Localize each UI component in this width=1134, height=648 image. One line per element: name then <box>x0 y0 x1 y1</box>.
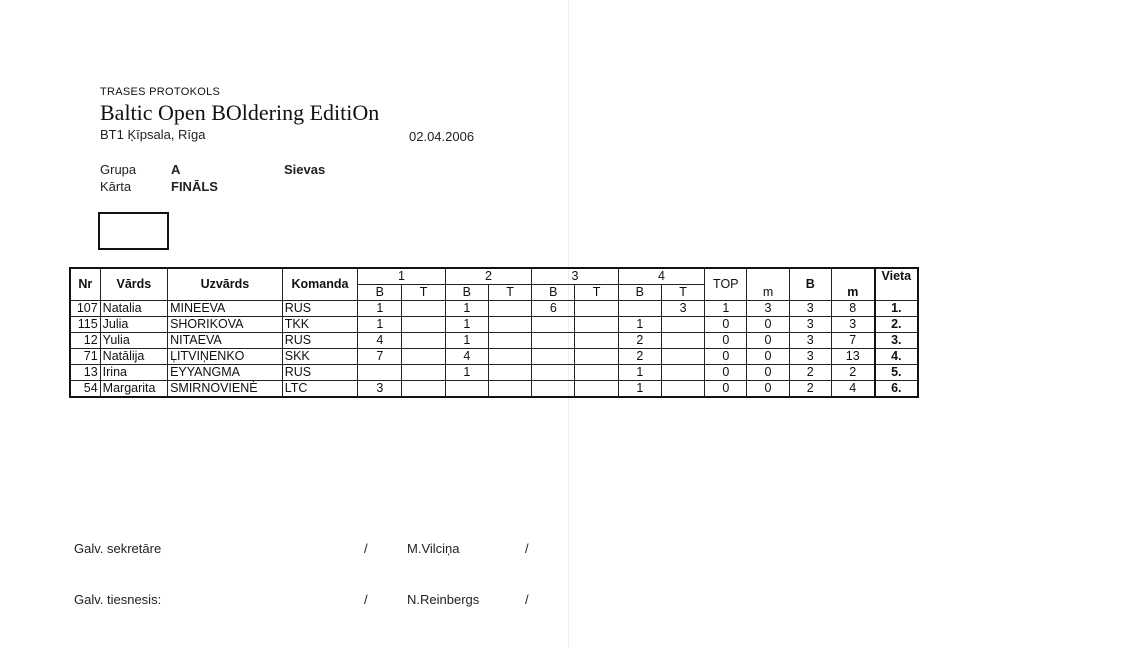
col-nr: Nr <box>70 268 100 301</box>
cell-first-name: Natālija <box>100 349 167 365</box>
table-row <box>70 317 918 333</box>
cell-first-name: Yulia <box>100 333 167 349</box>
cell-team: RUS <box>282 333 357 349</box>
cell-last-name: SHORIKOVA <box>168 317 283 333</box>
cell-p4-t <box>661 317 704 333</box>
cell-p3-t <box>575 333 618 349</box>
cell-place: 5. <box>875 365 918 381</box>
col-problem-1: 1 <box>358 268 446 285</box>
cell-p4-b: 1 <box>618 381 661 398</box>
cell-p4-b: 1 <box>618 365 661 381</box>
col-top-m: m <box>747 268 789 301</box>
cell-last-name: ĻITVIŅENKO <box>168 349 283 365</box>
cell-place: 4. <box>875 349 918 365</box>
venue: BT1 Ķīpsala, Rīga <box>100 127 206 142</box>
cell-p4-t <box>661 333 704 349</box>
cell-team: RUS <box>282 365 357 381</box>
cell-p1-t <box>402 301 445 317</box>
cell-top-m: 0 <box>747 365 789 381</box>
cell-bonus-m: 7 <box>831 333 874 349</box>
cell-place: 2. <box>875 317 918 333</box>
cell-p4-b: 1 <box>618 317 661 333</box>
cell-bonus: 2 <box>789 381 831 398</box>
cell-team: RUS <box>282 301 357 317</box>
cell-p2-b: 1 <box>445 301 488 317</box>
table-row <box>70 301 918 317</box>
cell-top: 0 <box>705 365 747 381</box>
cell-bonus-m: 8 <box>831 301 874 317</box>
cell-p2-b <box>445 381 488 398</box>
cell-first-name: Julia <box>100 317 167 333</box>
col-problem-4: 4 <box>618 268 705 285</box>
cell-bonus: 3 <box>789 333 831 349</box>
cell-p3-b: 6 <box>532 301 575 317</box>
col-problem-3: 3 <box>532 268 619 285</box>
cell-top-m: 0 <box>747 349 789 365</box>
cell-last-name: EYYANGMA <box>168 365 283 381</box>
cell-p3-b <box>532 333 575 349</box>
cell-nr: 115 <box>70 317 100 333</box>
col-p4-b: B <box>618 285 661 301</box>
cell-bonus: 3 <box>789 349 831 365</box>
cell-top: 0 <box>705 333 747 349</box>
col-top: TOP <box>705 268 747 301</box>
cell-p3-b <box>532 365 575 381</box>
col-p3-t: T <box>575 285 618 301</box>
cell-last-name: MINEEVA <box>168 301 283 317</box>
cell-p3-t <box>575 365 618 381</box>
group-label: Grupa <box>100 162 137 177</box>
cell-bonus-m: 13 <box>831 349 874 365</box>
signature-name-secretary: M.Vilciņa <box>407 541 460 556</box>
cell-p3-t <box>575 349 618 365</box>
col-p2-t: T <box>488 285 531 301</box>
table-row <box>70 333 918 349</box>
col-team: Komanda <box>282 268 357 301</box>
cell-p1-b: 4 <box>358 333 402 349</box>
cell-p2-b: 4 <box>445 349 488 365</box>
cell-p1-t <box>402 349 445 365</box>
col-problem-2: 2 <box>445 268 532 285</box>
cell-p1-b: 1 <box>358 301 402 317</box>
cell-p2-t <box>488 365 531 381</box>
cell-top-m: 0 <box>747 317 789 333</box>
cell-nr: 54 <box>70 381 100 398</box>
col-p3-b: B <box>532 285 575 301</box>
col-bonus: B <box>789 268 831 301</box>
cell-p3-b <box>532 317 575 333</box>
cell-p1-b: 1 <box>358 317 402 333</box>
cell-first-name: Margarita <box>100 381 167 398</box>
results-table <box>69 267 919 398</box>
cell-p4-t: 3 <box>661 301 704 317</box>
cell-p1-b: 7 <box>358 349 402 365</box>
cell-place: 3. <box>875 333 918 349</box>
cell-p2-t <box>488 317 531 333</box>
cell-first-name: Natalia <box>100 301 167 317</box>
cell-p1-t <box>402 365 445 381</box>
cell-top: 0 <box>705 381 747 398</box>
cell-p4-t <box>661 349 704 365</box>
cell-bonus-m: 3 <box>831 317 874 333</box>
table-row <box>70 349 918 365</box>
cell-top: 1 <box>705 301 747 317</box>
cell-p2-t <box>488 349 531 365</box>
signature-separator: / <box>525 541 529 556</box>
cell-nr: 71 <box>70 349 100 365</box>
cell-top-m: 3 <box>747 301 789 317</box>
cell-bonus: 3 <box>789 317 831 333</box>
event-date: 02.04.2006 <box>409 129 475 144</box>
cell-top: 0 <box>705 317 747 333</box>
cell-p2-t <box>488 301 531 317</box>
cell-p1-t <box>402 333 445 349</box>
cell-nr: 107 <box>70 301 100 317</box>
cell-last-name: NITAEVA <box>168 333 283 349</box>
cell-nr: 13 <box>70 365 100 381</box>
cell-team: TKK <box>282 317 357 333</box>
cell-top: 0 <box>705 349 747 365</box>
cell-bonus-m: 4 <box>831 381 874 398</box>
cell-p4-b <box>618 301 661 317</box>
cell-p3-b <box>532 349 575 365</box>
col-p4-t: T <box>661 285 704 301</box>
cell-bonus-m: 2 <box>831 365 874 381</box>
cell-p4-t <box>661 381 704 398</box>
round-value: FINĀLS <box>171 179 218 194</box>
cell-place: 1. <box>875 301 918 317</box>
cell-p4-b: 2 <box>618 333 661 349</box>
cell-p2-t <box>488 333 531 349</box>
cell-bonus: 2 <box>789 365 831 381</box>
cell-p3-t <box>575 317 618 333</box>
cell-p4-b: 2 <box>618 349 661 365</box>
cell-p3-b <box>532 381 575 398</box>
category: Sievas <box>284 162 326 177</box>
signature-name-judge: N.Reinbergs <box>407 592 480 607</box>
cell-bonus: 3 <box>789 301 831 317</box>
group-value: A <box>171 162 181 177</box>
col-p1-t: T <box>402 285 445 301</box>
cell-p2-b: 1 <box>445 317 488 333</box>
cell-p1-b <box>358 365 402 381</box>
cell-p2-b: 1 <box>445 333 488 349</box>
signature-role-judge: Galv. tiesnesis: <box>74 592 162 607</box>
signature-separator: / <box>364 541 368 556</box>
col-last-name: Uzvārds <box>168 268 283 301</box>
cell-team: SKK <box>282 349 357 365</box>
col-p1-b: B <box>358 285 402 301</box>
cell-p1-t <box>402 381 445 398</box>
cell-nr: 12 <box>70 333 100 349</box>
col-bonus-m: m <box>831 268 874 301</box>
cell-p1-t <box>402 317 445 333</box>
cell-last-name: SMIRNOVIENĖ <box>168 381 283 398</box>
table-row <box>70 381 918 398</box>
cell-p3-t <box>575 301 618 317</box>
cell-top-m: 0 <box>747 381 789 398</box>
signature-role-secretary: Galv. sekretāre <box>74 541 162 556</box>
empty-box <box>98 212 169 250</box>
col-first-name: Vārds <box>100 268 167 301</box>
round-label: Kārta <box>100 179 132 194</box>
cell-p3-t <box>575 381 618 398</box>
cell-p4-t <box>661 365 704 381</box>
cell-p2-b: 1 <box>445 365 488 381</box>
signature-separator: / <box>525 592 529 607</box>
cell-place: 6. <box>875 381 918 398</box>
col-place: Vieta <box>875 268 918 301</box>
col-p2-b: B <box>445 285 488 301</box>
signature-separator: / <box>364 592 368 607</box>
page-title: Baltic Open BOldering EditiOn <box>100 100 380 125</box>
cell-p1-b: 3 <box>358 381 402 398</box>
document-type: TRASES PROTOKOLS <box>100 86 221 98</box>
cell-p2-t <box>488 381 531 398</box>
cell-team: LTC <box>282 381 357 398</box>
cell-first-name: Irina <box>100 365 167 381</box>
cell-top-m: 0 <box>747 333 789 349</box>
table-row <box>70 365 918 381</box>
